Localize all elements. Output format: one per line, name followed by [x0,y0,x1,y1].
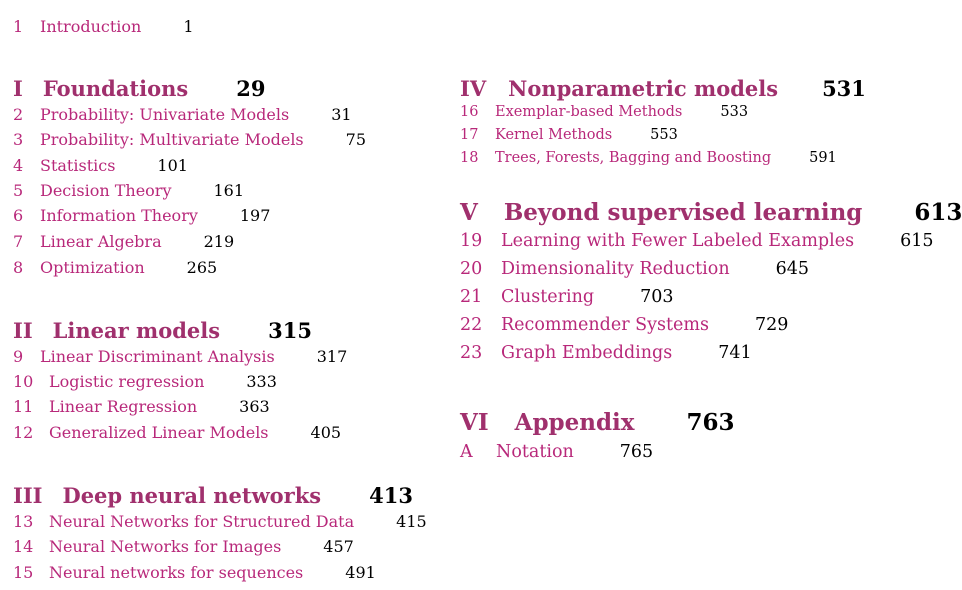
chapter-page: 765 [619,442,654,462]
chapter-number: 17 [460,127,479,143]
chapter-page: 75 [345,130,366,149]
chapter-page: 265 [186,258,218,277]
chapter-title: Recommender Systems [501,315,709,335]
chapter-title: Neural networks for sequences [49,563,304,582]
chapter-title: Graph Embeddings [501,343,673,363]
chapter-page: 645 [775,259,809,279]
toc-entry-chapter-22[interactable] [460,315,788,335]
chapter-page: 197 [239,206,271,225]
part-title: Beyond supervised learning [503,199,863,226]
chapter-title: Decision Theory [40,181,172,200]
chapter-number: 22 [460,315,483,335]
part-title: Linear models [52,318,221,343]
part-title: Deep neural networks [62,483,322,508]
part-heading-vi[interactable] [460,409,735,436]
chapter-number: 3 [13,130,24,149]
chapter-title: Kernel Methods [495,127,613,143]
chapter-page: 1 [183,17,194,36]
chapter-title: Information Theory [40,206,198,225]
part-page: 763 [686,409,735,436]
chapter-title: Exemplar-based Methods [495,104,683,120]
part-page: 29 [236,76,266,101]
part-number: II [13,318,33,343]
chapter-title: Generalized Linear Models [49,423,269,442]
part-heading-ii[interactable] [13,318,312,343]
toc-entry-chapter-11[interactable] [13,397,270,416]
toc-entry-chapter-7[interactable] [13,232,234,251]
chapter-number: 7 [13,232,24,251]
toc-entry-chapter-15[interactable] [13,563,376,582]
part-page: 413 [369,483,413,508]
chapter-page: 219 [203,232,235,251]
toc-entry-chapter-21[interactable] [460,287,673,307]
toc-entry-chapter-16[interactable] [460,104,748,120]
toc-entry-chapter-3[interactable] [13,130,366,149]
chapter-number: 6 [13,206,24,225]
toc-entry-chapter-10[interactable] [13,372,277,391]
chapter-number: 18 [460,150,479,166]
chapter-number: 13 [13,512,34,531]
chapter-title: Linear Regression [49,397,198,416]
part-number: V [460,199,478,226]
toc-entry-chapter-8[interactable] [13,258,217,277]
chapter-number: 10 [13,372,34,391]
chapter-title: Neural Networks for Structured Data [49,512,355,531]
chapter-title: Logistic regression [49,372,205,391]
chapter-number: 12 [13,423,34,442]
chapter-number: 5 [13,181,24,200]
chapter-title: Neural Networks for Images [49,537,282,556]
chapter-title: Trees, Forests, Bagging and Boosting [495,150,772,166]
chapter-number: 23 [460,343,483,363]
chapter-title: Probability: Univariate Models [40,105,290,124]
chapter-number: 11 [13,397,34,416]
chapter-page: 457 [323,537,354,556]
toc-entry-chapter-12[interactable] [13,423,341,442]
chapter-page: 333 [246,372,277,391]
chapter-title: Notation [496,442,574,462]
toc-entry-chapter-19[interactable] [460,231,933,251]
chapter-number: 20 [460,259,483,279]
chapter-number: 21 [460,287,483,307]
toc-entry-chapter-17[interactable] [460,127,678,143]
chapter-number: 15 [13,563,34,582]
toc-entry-chapter-6[interactable] [13,206,270,225]
chapter-page: 553 [650,127,678,143]
toc-entry-chapter-4[interactable] [13,156,188,175]
chapter-page: 415 [396,512,427,531]
chapter-page: 533 [720,104,749,120]
chapter-number: 8 [13,258,24,277]
toc-entry-chapter-13[interactable] [13,512,427,531]
part-number: IV [460,76,487,101]
chapter-page: 31 [331,105,352,124]
chapter-number: 16 [460,104,479,120]
chapter-page: 101 [157,156,188,175]
chapter-title: Dimensionality Reduction [501,259,730,279]
chapter-title: Learning with Fewer Labeled Examples [501,231,855,251]
part-page: 613 [914,199,962,226]
toc-entry-chapter-18[interactable] [460,150,837,166]
toc-entry-chapter-14[interactable] [13,537,354,556]
chapter-number: 4 [13,156,24,175]
chapter-title: Clustering [501,287,595,307]
chapter-title: Linear Algebra [40,232,162,251]
chapter-number: A [460,442,473,462]
chapter-page: 491 [345,563,376,582]
toc-entry-chapter-9[interactable] [13,347,347,366]
chapter-number: 2 [13,105,24,124]
chapter-page: 741 [718,343,752,363]
chapter-title: Statistics [40,156,116,175]
chapter-number: 19 [460,231,483,251]
toc-entry-chapter-2[interactable] [13,105,352,124]
part-title: Appendix [514,409,635,436]
chapter-page: 161 [213,181,245,200]
part-heading-v[interactable] [460,199,962,226]
chapter-title: Linear Discriminant Analysis [40,347,275,366]
toc-entry-chapter-23[interactable] [460,343,752,363]
chapter-number: 9 [13,347,24,366]
part-number: III [13,483,43,508]
chapter-title: Probability: Multivariate Models [40,130,304,149]
part-page: 315 [268,318,312,343]
part-heading-iv[interactable] [460,76,866,101]
part-page: 531 [822,76,866,101]
toc-entry-chapter-5[interactable] [13,181,244,200]
part-title: Nonparametric models [508,76,779,101]
toc-entry-chapter-20[interactable] [460,259,809,279]
chapter-page: 405 [310,423,342,442]
chapter-number: 1 [13,17,24,36]
chapter-page: 317 [316,347,348,366]
chapter-title: Introduction [40,17,142,36]
part-heading-iii[interactable] [13,483,413,508]
chapter-page: 703 [640,287,674,307]
part-number: VI [460,409,489,436]
chapter-number: 14 [13,537,34,556]
chapter-title: Optimization [40,258,145,277]
toc-entry-introduction[interactable] [13,17,194,36]
chapter-page: 591 [809,150,837,166]
chapter-page: 363 [239,397,270,416]
chapter-page: 615 [900,231,934,251]
chapter-page: 729 [755,315,789,335]
toc-entry-appendix-a[interactable] [460,442,653,462]
part-number: I [13,76,23,101]
part-heading-i[interactable] [13,76,265,101]
part-title: Foundations [42,76,189,101]
